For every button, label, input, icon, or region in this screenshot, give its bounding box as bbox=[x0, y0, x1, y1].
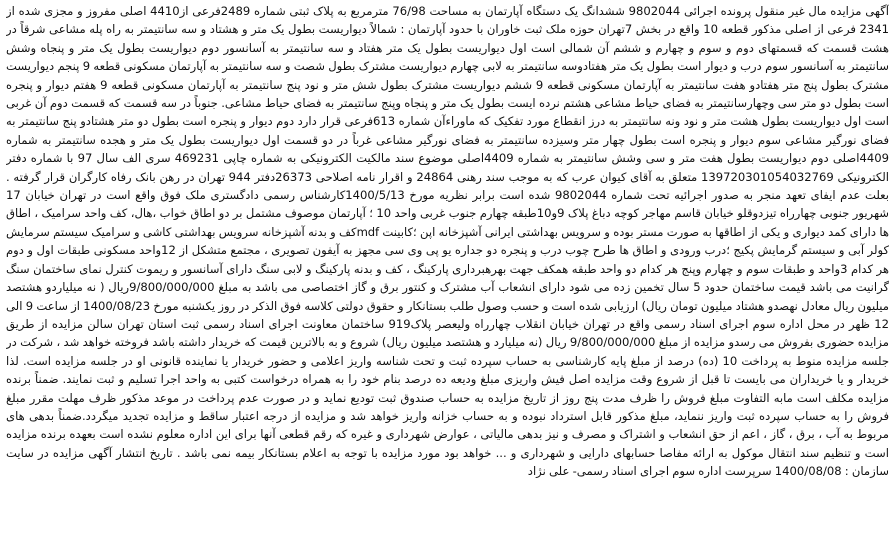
auction-notice-text: آگهی مزایده مال غیر منقول پرونده اجرائی 9802044 ششدانگ یک دستگاه آپارتمان به مساحت 76/98 مترمربع به پلاک ثبتی شماره 2489فرعی از4410 اصلی مفروز و مجزی شده از 2341 فرعی از اصلی مذکور قطعه 10 واقع در بخش 7تهران حوزه ملک ثبت خاوران با حدود آپارتمان : شمالاً دیواریست بطول یک متر و هشتاد و سه سانتیمتر به راه پله مشاعی شرقاً در هشت قسمت که قسمتهای دوم و سوم و چهارم و ششم آن شمالی است اول دیواریست بطول یک متر هفتاد و سه سانتیمتر به آسانسور دوم دیواریست بطول یک متر و پنجاه وشش سانتیمتر به آسانسور سوم درب و دیوار است بطول یک متر هفتادوسه سانتیمتر به لابی چهارم دیواریست مشترک بطول شصت و سه سانتیمتر به آپارتمان مسکونی قطعه 9 پنجم دیواریست مشترک بطول پنج متر هفتادو هفت سانتیمتر به آپارتمان مسکونی قطعه 9 ششم دیواریست مشترک بطول شش متر و نود پنج سانتیمتر به آپارتمان مسکونی قطعه 9 هفتم دیوار و پنجره است بطول دو متر سی وچهارسانتیمتر به فضای حیاط مشاعی هشتم نرده ایست بطول یک متر و پنجاه وپنج سانتیمتر به فضای حیاط مشاعی. جنوباً در سه قسمت که قسمت دوم آن غربی است اول دیواریست بطول هشت متر و نود ونه سانتیمتر به درز انقطاع مورد تفکیک که ماوراءآن شماره 613فرعی قرار دارد دوم دیوار و پنجره است بطول دو متر هشتادو پنج سانتیمتر به فضای نورگیر مشاعی سوم دیوار و پنجره است بطول چهار متر وسیزده سانتیمتر به فضای نورگیر مشاعی غرباً در دو قسمت اول دیواریست بطول یک متر و هجده سانتیمتر به شماره 4409اصلی دوم دیواریست بطول هفت متر و سی وشش سانتیمتر به شماره 4409اصلی موضوع سند مالکیت الکترونیکی به شماره چاپی 469231 سری الف سال 97 با شماره دفتر الکترونیکی 139720301054032769 متعلق به آقای کیوان عرب که به موجب سند رهنی 24864 و اقرار نامه اصلاحی 26373دفتر 944 تهران در رهن بانک رفاه کارگران قرار گرفته . بعلت عدم ایفای تعهد منجر به صدور اجرائیه تحت شماره 9802044 شده است برابر نظریه مورخ 1400/5/13کارشناس رسمی دادگستری ملک فوق واقع است در تهران خیابان 17 شهریور جنوبی چهارراه تیزدوقلو خیابان قاسم مهاجر کوچه دباغ پلاک 9و10طبقه چهارم جنوب غربی واحد 10 ؛ آپارتمان موصوف مشتمل بر دو اطاق خواب ،هال، کف واحد سرامیک ، اطاق ها دارای کمد دیواری و یکی از اطاقها به صورت مستر بوده و سرویس بهداشتی ایرانی آشپزخانه اپن ؛کابینت mdfکف و بدنه آشپزخانه سرویس بهداشتی کاشی و سرامیک سیستم سرمایش کولر آبی و سیستم گرمایش پکیج ؛درب ورودی و اطاق ها طرح چوب درب و پنجره دو جداره یو پی وی سی مجهز به آیفون تصویری ، مجتمع متشکل از 12واحد مسکونی طبقات اول و دوم هر کدام 3واحد و طبقات سوم و چهارم وپنج هر کدام دو واحد طبقه همکف جهت بهرهبرداری پارکینگ ، کف و بدنه پارکینگ و لابی سنگ دارای آسانسور و ریموت کنترل نمای ساختمان سنگ گرانیت می باشد قیمت ساختمان حدود 5 سال تخمین زده می شود دارای انشعاب آب مشترک و کنتور برق و گاز اختصاصی می باشد به مبلغ 9/800/000/000ریال ( نه میلیاردو هشتصد میلیون ریال معادل نهصدو هشتاد میلیون تومان ریال) ارزیابی شده است و حسب وصول طلب بستانکار و حقوق دولتی کلاسه فوق الذکر در روز یکشنبه مورخ 1400/08/23 از ساعت 9 الی 12 ظهر در محل اداره سوم اجرای اسناد رسمی واقع در تهران خیابان انقلاب چهارراه ولیعصر پلاک919 ساختمان معاونت اجرای اسناد رسمی ثبت استان تهران سالن مزایده از طریق مزایده حضوری بفروش می رسدو مزایده از مبلغ 9/800/000/000 ریال (نه میلیارد و هشتصد میلیون ریال) شروع و به بالاترین قیمت که خریدار داشته باشد فروخته خواهد شد ، شرکت در جلسه مزایده منوط به پرداخت 10 (ده) درصد از مبلغ پایه کارشناسی به حساب سپرده ثبت و تحت شناسه واریز اعلامی و حضور خریدار یا نماینده قانونی او در جلسه مزایده است. لذا خریدار و یا خریداران می بایست تا قبل از شروع وقت مزایده اصل فیش واریزی مبلغ ودیعه ده درصد بنام خود را به همراه درخواست کتبی به واحد اجرا تسلیم و ثبت نمایند. ضمناً برنده مزایده مکلف است مابه التفاوت مبلغ فروش را ظرف مدت پنج روز از تاریخ مزایده به حساب صندوق ثبت تودیع نماید و در صورت عدم پرداخت در موعد مذکور ظرف مهلت مقرر مبلغ فروش را به حساب سپرده ثبت واریز ننماید، مبلغ مذکور قابل استرداد نبوده و به حساب خزانه واریز خواهد شد و مزایده از درجه اعتبار ساقط و مزایده تجدید میگردد.ضمناً بدهی های مربوط به آب ، برق ، گاز ، اعم از حق انشعاب و اشتراک و مصرف و نیز بدهی مالیاتی ، عوارض شهرداری و غیره که رقم قطعی آنها برای این اداره معلوم نشده است بعهده برنده مزایده است و تنظیم سند انتقال موکول به ارائه مفاصا حسابهای دارایی و شهرداری و ... خواهد بود مورد مزایده با توجه به اعلام بستانکار بیمه نمی باشد . تاریخ انتشار آگهی مزایده در سایت سازمان : 1400/08/08 سرپرست اداره سوم اجرای اسناد رسمی- علی نژاد bbox=[6, 4, 889, 479]
